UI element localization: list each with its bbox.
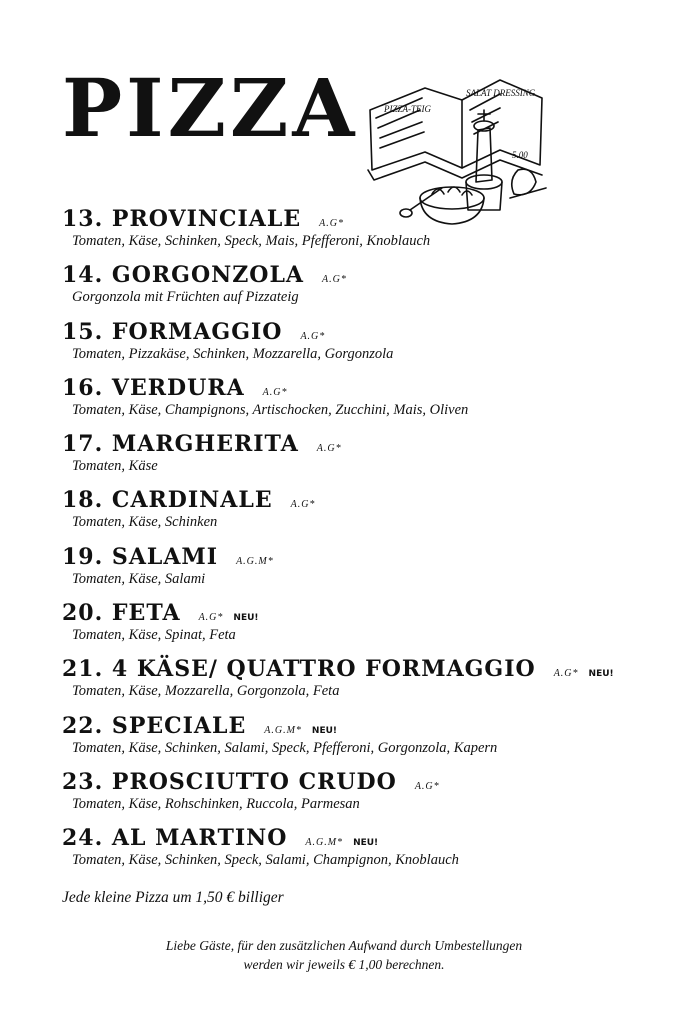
item-name: 22. SPECIALE xyxy=(62,712,247,739)
allergen-codes: A.G.M* xyxy=(264,724,302,736)
item-description: Gorgonzola mit Früchten auf Pizzateig xyxy=(72,289,299,306)
illus-label-teig: PIZZA-TEIG xyxy=(384,104,431,114)
new-badge: NEU! xyxy=(311,725,338,736)
item-description: Tomaten, Käse, Champignons, Artischocken, Zucchini, Mais, Oliven xyxy=(72,401,469,418)
item-name: 16. VERDURA xyxy=(62,374,245,401)
item-name: 21. 4 KÄSE/ QUATTRO FORMAGGIO xyxy=(62,656,536,683)
allergen-codes: A.G* xyxy=(319,218,344,229)
menu-item xyxy=(62,319,662,375)
item-description: Tomaten, Käse, Schinken, Speck, Salami, Champignon, Knoblauch xyxy=(72,852,459,869)
item-description: Tomaten, Pizzakäse, Schinken, Mozzarella, Gorgonzola xyxy=(72,345,394,362)
menu-item xyxy=(62,656,662,712)
menu-item xyxy=(62,262,662,318)
menu-item xyxy=(62,600,662,656)
menu-item xyxy=(62,544,662,600)
footer-line: Liebe Gäste, für den zusätzlichen Aufwand durch Umbestellungen xyxy=(165,938,523,953)
menu-item xyxy=(62,769,662,825)
footer-line: werden wir jeweils € 1,00 berechnen. xyxy=(243,957,445,972)
footer-notice xyxy=(60,936,628,974)
allergen-codes: A.G* xyxy=(198,612,224,624)
item-name: 18. CARDINALE xyxy=(62,487,273,514)
allergen-codes: A.G.M* xyxy=(305,837,344,849)
new-badge: NEU! xyxy=(353,838,379,849)
menu-item xyxy=(62,431,662,487)
allergen-codes: A.G* xyxy=(290,499,316,511)
allergen-codes: A.G.M* xyxy=(236,555,274,567)
allergen-codes: A.G* xyxy=(262,386,288,398)
allergen-codes: A.G* xyxy=(300,330,326,342)
new-badge: NEU! xyxy=(233,613,259,624)
item-name: 20. FETA xyxy=(62,600,181,627)
allergen-codes: A.G* xyxy=(414,780,440,792)
item-description: Tomaten, Käse, Rohschinken, Ruccola, Parmesan xyxy=(72,795,360,812)
allergen-codes: A.G* xyxy=(316,443,342,455)
new-badge: NEU! xyxy=(588,669,614,680)
illus-label-dressing: SALAT DRESSING xyxy=(466,88,536,98)
item-description: Tomaten, Käse, Salami xyxy=(72,570,206,587)
menu-item xyxy=(62,825,662,881)
item-name: 24. AL MARTINO xyxy=(62,825,288,852)
item-name: 13. PROVINCIALE xyxy=(62,206,302,232)
item-description: Tomaten, Käse, Schinken, Salami, Speck, Pfefferoni, Gorgonzola, Kapern xyxy=(72,739,498,756)
small-pizza-note: Jede kleine Pizza um 1,50 € billiger xyxy=(62,889,284,906)
allergen-codes: A.G* xyxy=(553,668,579,680)
item-name: 17. MARGHERITA xyxy=(62,431,299,458)
item-name: 19. SALAMI xyxy=(62,543,219,570)
pizza-menu-list xyxy=(62,206,662,882)
item-name: 15. FORMAGGIO xyxy=(62,318,283,345)
item-description: Tomaten, Käse, Spinat, Feta xyxy=(72,627,236,644)
item-description: Tomaten, Käse, Schinken, Speck, Mais, Pfefferoni, Knoblauch xyxy=(72,233,431,249)
item-name: 14. GORGONZOLA xyxy=(62,262,304,289)
illus-label-price: 5.00 xyxy=(512,150,528,160)
item-name: 23. PROSCIUTTO CRUDO xyxy=(62,768,397,795)
menu-item xyxy=(62,375,662,431)
menu-item xyxy=(62,713,662,769)
item-description: Tomaten, Käse, Mozzarella, Gorgonzola, Feta xyxy=(72,683,340,700)
menu-item xyxy=(62,487,662,543)
allergen-codes: A.G* xyxy=(322,274,347,286)
item-description: Tomaten, Käse, Schinken xyxy=(72,514,218,531)
menu-item xyxy=(62,206,662,262)
item-description: Tomaten, Käse xyxy=(72,458,158,475)
page-title: PIZZA xyxy=(62,61,359,155)
